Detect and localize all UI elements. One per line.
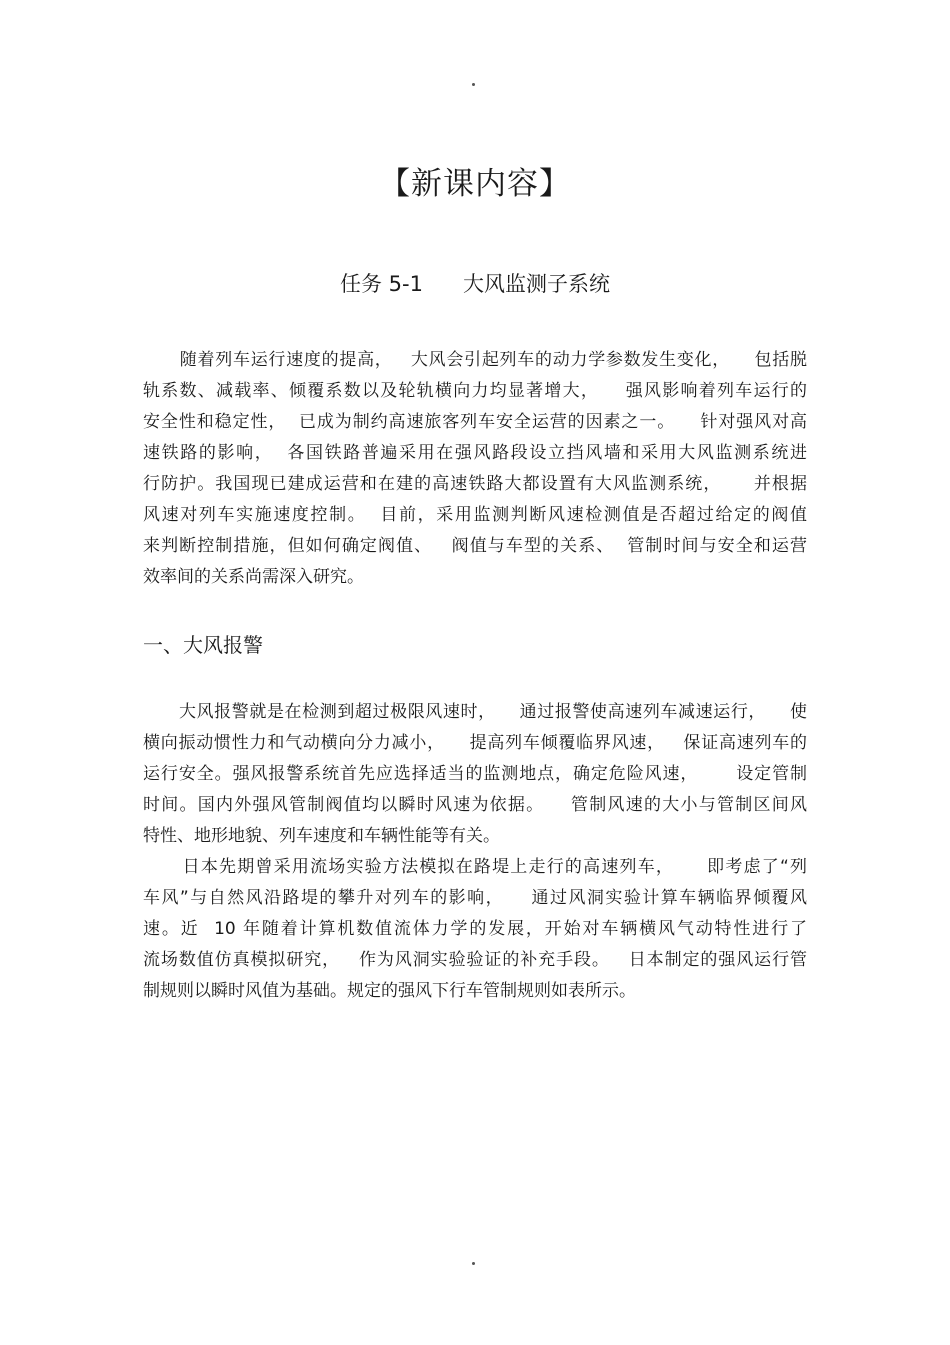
text-line: 日本先期曾采用流场实验方法模拟在路堤上走行的高速列车， 即考虑了“列 bbox=[143, 857, 807, 877]
text-line: 风速对列车实施速度控制。 目前，采用监测判断风速检测值是否超过给定的阀值 bbox=[143, 505, 807, 525]
text-line: 速铁路的影响， 各国铁路普遍采用在强风路段设立挡风墙和采用大风监测系统进 bbox=[143, 443, 807, 463]
text-line: 效率间的关系尚需深入研究。 bbox=[143, 567, 364, 587]
text-line: 流场数值仿真模拟研究， 作为风洞实验验证的补充手段。 日本制定的强风运行管 bbox=[143, 950, 807, 970]
text-line: 车风”与自然风沿路堤的攀升对列车的影响， 通过风洞实验计算车辆临界倾覆风 bbox=[143, 888, 807, 908]
text-line: 轨系数、减载率、倾覆系数以及轮轨横向力均显著增大， 强风影响着列车运行的 bbox=[143, 381, 807, 401]
text-line: 大风报警就是在检测到超过极限风速时， 通过报警使高速列车减速运行， 使 bbox=[143, 702, 807, 722]
text-line: 行防护。我国现已建成运营和在建的高速铁路大都设置有大风监测系统， 并根据 bbox=[143, 474, 807, 494]
text-line: 来判断控制措施，但如何确定阀值、 阀值与车型的关系、 管制时间与安全和运营 bbox=[143, 536, 807, 556]
page-marker-bottom bbox=[472, 1262, 475, 1265]
task-title: 任务 5-1 大风监测子系统 bbox=[339, 272, 611, 296]
text-line: 时间。国内外强风管制阀值均以瞬时风速为依据。 管制风速的大小与管制区间风 bbox=[143, 795, 807, 815]
text-line: 随着列车运行速度的提高， 大风会引起列车的动力学参数发生变化， 包括脱 bbox=[143, 350, 807, 370]
text-line: 安全性和稳定性， 已成为制约高速旅客列车安全运营的因素之一。 针对强风对高 bbox=[143, 412, 807, 432]
text-line: 运行安全。强风报警系统首先应选择适当的监测地点，确定危险风速， 设定管制 bbox=[143, 764, 807, 784]
page-marker-top bbox=[472, 83, 475, 86]
text-line: 速。近 10 年随着计算机数值流体力学的发展，开始对车辆横风气动特性进行了 bbox=[143, 919, 807, 939]
text-line: 横向振动惯性力和气动横向分力减小， 提高列车倾覆临界风速， 保证高速列车的 bbox=[143, 733, 807, 753]
main-title: 【新课内容】 bbox=[379, 166, 571, 202]
text-line: 制规则以瞬时风值为基础。规定的强风下行车管制规则如表所示。 bbox=[143, 981, 636, 1001]
section-heading: 一、大风报警 bbox=[143, 633, 263, 657]
wind-alarm-paragraph bbox=[143, 697, 807, 852]
intro-paragraph bbox=[143, 345, 807, 593]
japan-regulation-paragraph bbox=[143, 852, 807, 1007]
text-line: 特性、地形地貌、列车速度和车辆性能等有关。 bbox=[143, 826, 500, 846]
